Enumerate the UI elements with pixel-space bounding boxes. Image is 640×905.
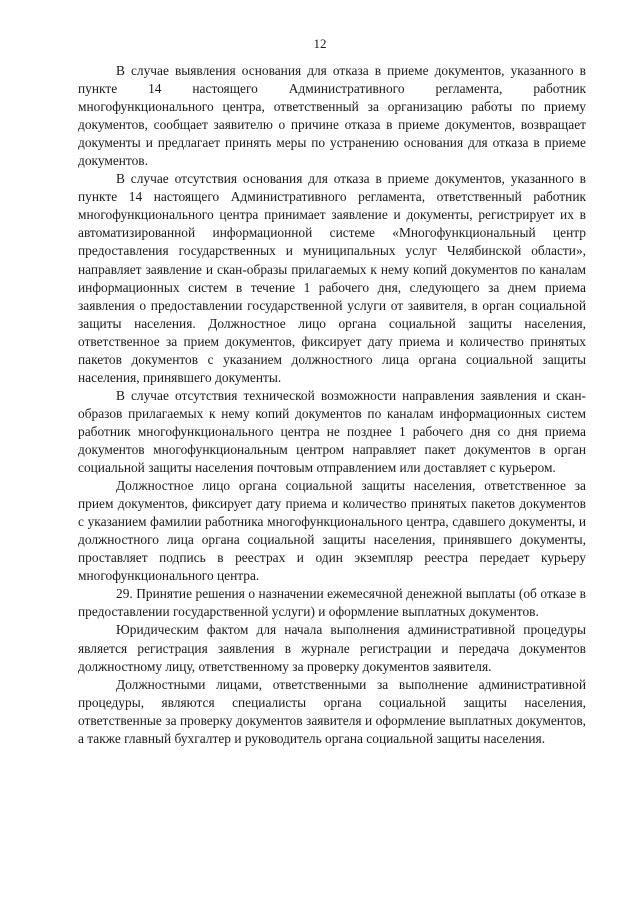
paragraph-no-technical-possibility: В случае отсутствия технической возможности направления заявления и скан-образов прилагаемых к нему копий документов по каналам информационных систем работник многофункционального центра не позднее 1 рабочего дня со дня приема документов многофункциональным центром направляет пакет документов в орган социальной защиты населения почтовым отправлением или доставляет с курьером. bbox=[78, 387, 586, 476]
body-text bbox=[78, 62, 586, 748]
paragraph-responsible-officials: Должностными лицами, ответственными за выполнение административной процедуры, являются специалисты органа социальной защиты населения, ответственные за проверку документов заявителя и оформление выплатных документов, а также главный бухгалтер и руководитель органа социальной защиты населения. bbox=[78, 676, 586, 746]
paragraph-legal-fact: Юридическим фактом для начала выполнения административной процедуры является регистрация заявления в журнале регистрации и передача документов должностному лицу, ответственному за проверку документов заявителя. bbox=[78, 622, 586, 674]
paragraph-official-receipt: Должностное лицо органа социальной защиты населения, ответственное за прием документов, фиксирует дату приема и количество принятых пакетов документов с указанием фамилии работника многофункционального центра, сдавшего документы, и должностного лица органа социальной защиты населения, принявшего документы, проставляет подпись в реестрах и один экземпляр реестра передает курьеру многофункционального центра. bbox=[78, 478, 586, 584]
paragraph-mfc-refusal: В случае выявления основания для отказа в приеме документов, указанного в пункте 14 настоящего Административного регламента, работник многофункционального центра, ответственный за организацию работы по приему документов, сообщает заявителю о причине отказа в приеме документов, возвращает документы и предлагает принять меры по устранению основания для отказа в приеме документов. bbox=[78, 63, 586, 169]
page-number: 12 bbox=[313, 36, 327, 51]
paragraph-item-29: 29. Принятие решения о назначении ежемесячной денежной выплаты (об отказе в предоставлении государственной услуги) и оформление выплатных документов. bbox=[78, 586, 586, 620]
paragraph-mfc-acceptance: В случае отсутствия основания для отказа в приеме документов, указанного в пункте 14 настоящего Административного регламента, ответственный работник многофункционального центра принимает заявление и документы, регистрирует их в автоматизированной информационной системе «Многофункциональный центр предоставления государственных и муниципальных услуг Челябинской области», направляет заявление и скан-образы прилагаемых к нему копий документов по каналам информационных систем в течение 1 рабочего дня, следующего за днем приема заявления о предоставлении государственной услуги от заявителя, в орган социальной защиты населения. Должностное лицо органа социальной защиты населения, ответственное за прием документов, фиксирует дату приема и количество принятых пакетов документов с указанием должностного лица органа социальной защиты населения, принявшего документы. bbox=[78, 171, 586, 385]
